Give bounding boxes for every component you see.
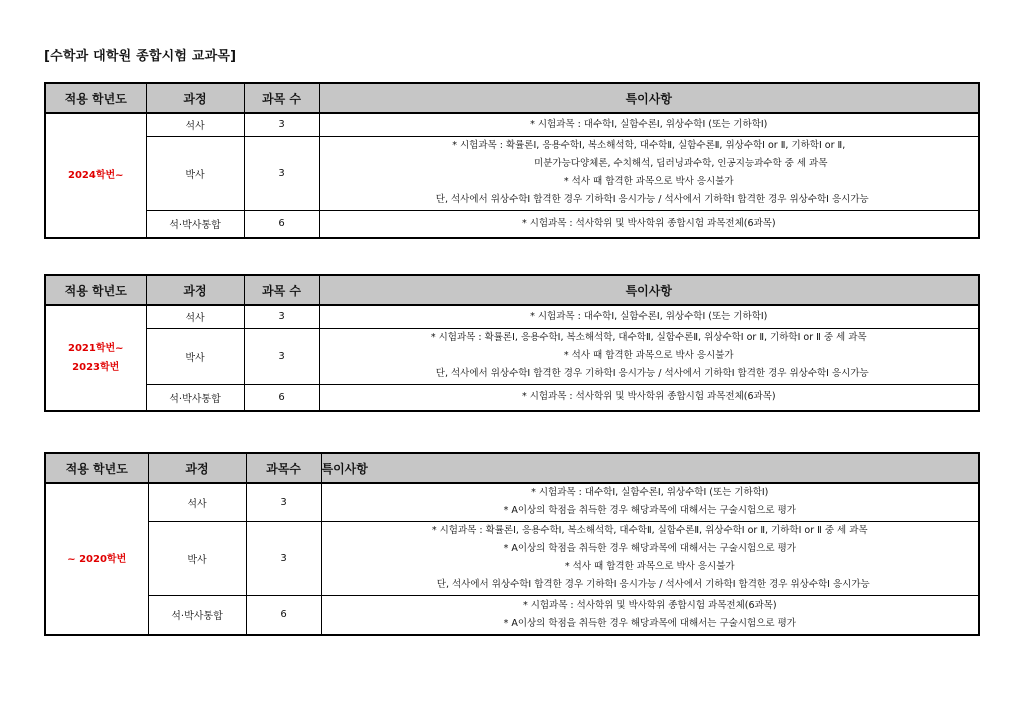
table-row — [45, 483, 979, 521]
year-cell — [45, 113, 146, 238]
course-cell: 박사 — [146, 136, 244, 210]
notes-cell — [319, 136, 979, 210]
table-row — [45, 595, 979, 635]
table-header-row — [45, 275, 979, 305]
header-notes: 특이사항 — [321, 453, 979, 483]
note-line: * 시험과목 : 석사학위 및 박사학위 종합시험 과목전체(6과목) — [522, 599, 777, 611]
count-cell: 3 — [244, 136, 319, 210]
exam-table-2020 — [44, 452, 980, 636]
count-cell: 3 — [246, 483, 321, 521]
table-row — [45, 136, 979, 210]
notes-cell — [321, 521, 979, 595]
header-course: 과정 — [148, 453, 246, 483]
note-line: * 시험과목 : 확률론Ⅰ, 응용수학Ⅰ, 복소해석학, 대수학Ⅱ, 실함수론Ⅱ, 위상수학Ⅰ or Ⅱ, 기하학Ⅰ or Ⅱ 중 세 과목 — [430, 332, 867, 343]
year-line: ~ 2020학번 — [67, 553, 127, 565]
exam-table-2021-2023 — [44, 274, 980, 412]
note-line: * 시험과목 : 확률론Ⅰ, 응용수학Ⅰ, 복소해석학, 대수학Ⅱ, 실함수론Ⅱ, 위상수학Ⅰ or Ⅱ, 기하학Ⅰ or Ⅱ 중 세 과목 — [431, 525, 868, 536]
header-course: 과정 — [146, 83, 244, 113]
course-cell: 석·박사통합 — [146, 384, 244, 411]
note-line: * 시험과목 : 확률론Ⅰ, 응용수학Ⅰ, 복소해석학, 대수학Ⅱ, 실함수론Ⅱ, 위상수학Ⅰ or Ⅱ, 기하학Ⅰ or Ⅱ, — [452, 140, 846, 151]
course-cell: 박사 — [146, 328, 244, 384]
note-line: * A이상의 학점을 취득한 경우 해당과목에 대해서는 구술시험으로 평가 — [503, 617, 796, 629]
count-cell: 6 — [246, 595, 321, 635]
document-title: [수학과 대학원 종합시험 교과목] — [44, 49, 237, 64]
year-line: 2023학번 — [72, 362, 120, 373]
year-line: 2021학번~ — [67, 343, 124, 354]
note-line: * 시험과목 : 대수학Ⅰ, 실함수론Ⅰ, 위상수학Ⅰ (또는 기하학Ⅰ) — [530, 118, 768, 130]
header-notes: 특이사항 — [319, 275, 979, 305]
course-cell: 석사 — [146, 113, 244, 136]
note-line: * A이상의 학점을 취득한 경우 해당과목에 대해서는 구술시험으로 평가 — [503, 505, 796, 517]
header-year: 적용 학년도 — [45, 83, 146, 113]
header-year: 적용 학년도 — [45, 275, 146, 305]
count-cell: 6 — [244, 210, 319, 238]
count-cell: 3 — [244, 113, 319, 136]
course-cell: 석·박사통합 — [148, 595, 246, 635]
note-line: 미분가능다양체론, 수치해석, 딥러닝과수학, 인공지능과수학 중 세 과목 — [534, 158, 828, 169]
note-line: * 석사 때 합격한 과목으로 박사 응시불가 — [563, 176, 734, 187]
exam-table-2024 — [44, 82, 980, 239]
header-year: 적용 학년도 — [45, 453, 148, 483]
table-header-row — [45, 453, 979, 483]
notes-cell — [319, 328, 979, 384]
header-count: 과목 수 — [244, 83, 319, 113]
count-cell: 3 — [244, 328, 319, 384]
note-line: * 석사 때 합격한 과목으로 박사 응시불가 — [564, 561, 735, 572]
note-line: * 석사 때 합격한 과목으로 박사 응시불가 — [563, 350, 734, 361]
header-count: 과목 수 — [244, 275, 319, 305]
note-line: * 시험과목 : 석사학위 및 박사학위 종합시험 과목전체(6과목) — [521, 391, 776, 403]
notes-cell — [321, 595, 979, 635]
table-row — [45, 521, 979, 595]
course-cell: 석·박사통합 — [146, 210, 244, 238]
count-cell: 3 — [244, 305, 319, 328]
count-cell: 6 — [244, 384, 319, 411]
notes-cell — [319, 113, 979, 136]
note-line: 단, 석사에서 위상수학Ⅰ 합격한 경우 기하학Ⅰ 응시가능 / 석사에서 기하학Ⅰ 합격한 경우 위상수학Ⅰ 응시가능 — [436, 579, 870, 590]
year-cell — [45, 305, 146, 411]
note-line: * 시험과목 : 석사학위 및 박사학위 종합시험 과목전체(6과목) — [521, 217, 776, 229]
note-line: 단, 석사에서 위상수학Ⅰ 합격한 경우 기하학Ⅰ 응시가능 / 석사에서 기하학Ⅰ 합격한 경우 위상수학Ⅰ 응시가능 — [435, 368, 869, 379]
header-notes: 특이사항 — [319, 83, 979, 113]
notes-cell — [319, 384, 979, 411]
note-line: * 시험과목 : 대수학Ⅰ, 실함수론Ⅰ, 위상수학Ⅰ (또는 기하학Ⅰ) — [531, 487, 769, 499]
table-row — [45, 113, 979, 136]
notes-cell — [319, 210, 979, 238]
year-line: 2024학번~ — [67, 170, 124, 181]
table-row — [45, 210, 979, 238]
table-header-row — [45, 83, 979, 113]
header-count: 과목수 — [246, 453, 321, 483]
course-cell: 석사 — [148, 483, 246, 521]
table-row — [45, 384, 979, 411]
notes-cell — [321, 483, 979, 521]
note-line: * A이상의 학점을 취득한 경우 해당과목에 대해서는 구술시험으로 평가 — [503, 543, 796, 554]
course-cell: 석사 — [146, 305, 244, 328]
note-line: 단, 석사에서 위상수학Ⅰ 합격한 경우 기하학Ⅰ 응시가능 / 석사에서 기하학Ⅰ 합격한 경우 위상수학Ⅰ 응시가능 — [435, 194, 869, 205]
table-row — [45, 305, 979, 328]
course-cell: 박사 — [148, 521, 246, 595]
table-row — [45, 328, 979, 384]
header-course: 과정 — [146, 275, 244, 305]
year-cell — [45, 483, 148, 635]
notes-cell — [319, 305, 979, 328]
count-cell: 3 — [246, 521, 321, 595]
note-line: * 시험과목 : 대수학Ⅰ, 실함수론Ⅰ, 위상수학Ⅰ (또는 기하학Ⅰ) — [530, 310, 768, 322]
